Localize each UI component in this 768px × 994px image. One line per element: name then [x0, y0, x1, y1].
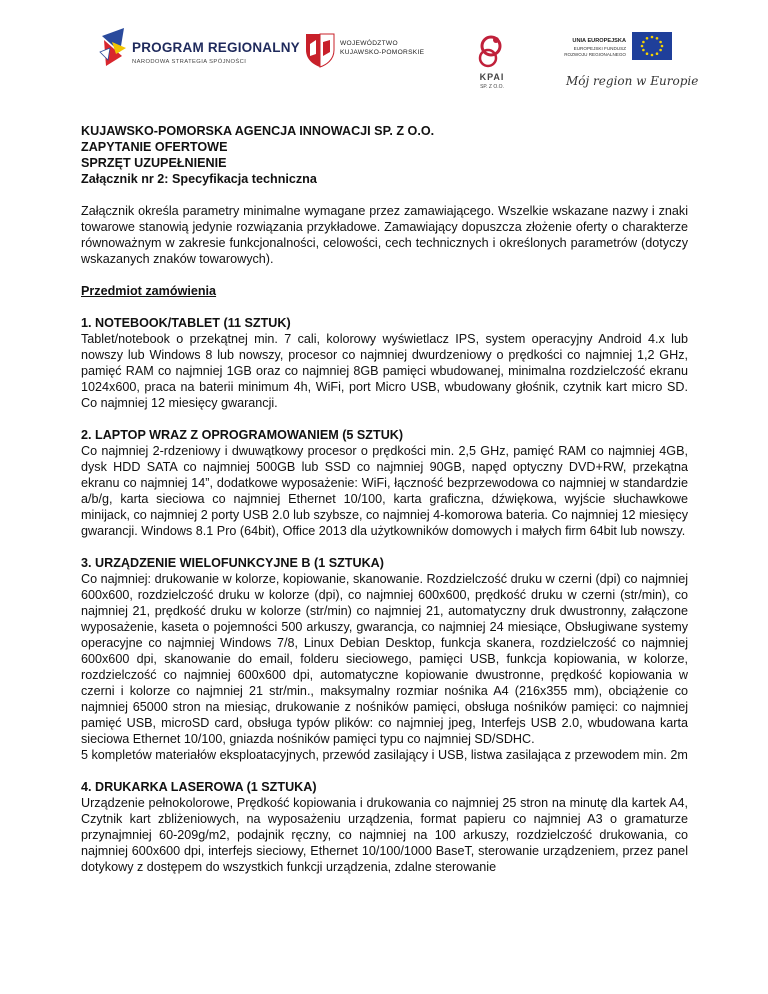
- voivodeship-line1: WOJEWÓDZTWO: [340, 40, 398, 47]
- item-4-text: Urządzenie pełnokolorowe, Prędkość kopiowania i drukowania co najmniej 25 stron na minutę dla kartek A4, Czytnik kart zbliżeniowych, na wyposażeniu urządzenia, format papieru co najmniej A3 o gramaturze przynajmniej 60-209g/m2, podajnik ręczny, co najmniej na 100 arkuszy, rozdzielczość drukowania, co najmniej 600x600 dpi, interfejs sieciowy, Ethernet 10/100/1000 BaseT, sterowanie urządzeniem, przez panel dotykowy z dostępem do wszystkich funkcji urządzenia, zdalne sterowanie: [81, 796, 688, 874]
- voivodeship-logo: [304, 32, 444, 72]
- kpai-logo: [466, 32, 516, 94]
- kpai-name: KPAI: [479, 72, 505, 82]
- kpai-mark-icon: [474, 32, 508, 72]
- heading-agency: KUJAWSKO-POMORSKA AGENCJA INNOWACJI SP. Z O.O.: [81, 124, 435, 138]
- eu-logo: [560, 30, 699, 100]
- program-regionalny-subtitle: NARODOWA STRATEGIA SPÓJNOŚCI: [132, 59, 247, 65]
- subject-title: Przedmiot zamówienia: [81, 284, 217, 298]
- heading-equipment: SPRZĘT UZUPEŁNIENIE: [81, 156, 227, 170]
- item-3-text: Co najmniej: drukowanie w kolorze, kopiowanie, skanowanie. Rozdzielczość druku w czerni (dpi) co najmniej 600x600, rozdzielczość druku w kolorze (dpi), co najmniej 600x600, prędkość druku w czerni (str/min), co najmniej 21, prędkość druku w kolorze (str/min) co najmniej 21, automatyczny druk dwustronny, załączone wyposażenie, kaseta o pojemności 500 arkuszy, gwarancja, co najmniej 24 miesiące, Obsługiwane systemy operacyjne co najmniej Windows 7/8, Linux Debian Desktop, funkcja skanera, rozdzielczość co najmniej 600x600 dpi, skanowanie do email, folderu sieciowego, pamięci USB, funkcja kopiowania, w kolorze, rozdzielczość co najmniej 600x600 dpi, automatyczne kopiowanie dwustronne, prędkość kopiowania w czerni i kolorze co najmniej 21 str/min., maksymalny rozmiar nośnika A4 (216x355 mm), obciążenie co najmniej 65000 stron na miesiąc, drukowanie z nośników pamięci, obsługa nośników pamięci: co najmniej pamięć USB, microSD card, obsługa typów plików: co najmniej jpeg, Interfejs USB 2.0, wbudowana karta sieciowa Ethernet 10/100, gniazda nośników pamięci typu co najmniej SD/SDHC.: [81, 572, 688, 746]
- eu-slogan: Mój region w Europie: [566, 74, 699, 88]
- item-1-text: Tablet/notebook o przekątnej min. 7 cali, kolorowy wyświetlacz IPS, system operacyjny Android 4.x lub nowszy lub Windows 8 lub nowszy, procesor co najmniej dwurdzeniowy o prędkości co najmniej 1,2 GHz, pamięć RAM co najmniej 1GB oraz co najmniej 8GB pamięci wbudowanej, minimalna rozdzielczość ekranu 1024x600, praca na baterii minimum 4h, WiFi, port Micro USB, wbudowany głośnik, czytnik kart micro SD. Co najmniej 12 miesięcy gwarancji.: [81, 332, 688, 410]
- heading-attachment: Załącznik nr 2: Specyfikacja techniczna: [81, 172, 317, 186]
- item-2-text: Co najmniej 2-rdzeniowy i dwuwątkowy procesor o prędkości min. 2,5 GHz, pamięć RAM co najmniej 4GB, dysk HDD SATA co najmniej 500GB lub SSD co najmniej 90GB, napęd optyczny DVD+RW, przekątna ekranu co najmniej 14”, dodatkowe wyposażenie: WiFi, łączność bezprzewodowa co najmniej w standardzie a/b/g, karta sieciowa co najmniej Ethernet 10/100, karta graficzna, dźwiękowa, wyjście słuchawkowe minijack, co najmniej 2 porty USB 2.0 lub szybsze, co najmniej 4-komorowa bateria. Co najmniej 12 miesięcy gwarancji. Windows 8.1 Pro (64bit), Office 2013 dla użytkowników domowych i małych firm 64bit lub nowszy.: [81, 444, 688, 538]
- eu-line2: EUROPEJSKI FUNDUSZ: [573, 46, 626, 51]
- program-regionalny-title: PROGRAM REGIONALNY: [132, 40, 300, 55]
- kpai-sub: SP. Z O.O.: [480, 84, 504, 90]
- item-2-title: 2. LAPTOP WRAZ Z OPROGRAMOWANIEM (5 SZTUK): [81, 428, 404, 442]
- document-content: [81, 123, 688, 875]
- program-regionalny-mark-icon: [98, 26, 130, 70]
- intro-paragraph: Załącznik określa parametry minimalne wymagane przez zamawiającego. Wszelkie wskazane nazwy i znaki towarowe stanowią jedynie rozwiązania przykładowe. Zamawiający dopuszcza złożenie oferty o charakterze równoważnym w zakresie funkcjonalności, celowości, cech technicznych i określonych parametrów (dotyczy wskazanych znaków towarowych).: [81, 204, 688, 266]
- document-heading: [81, 123, 688, 187]
- eu-line3: ROZWOJU REGIONALNEGO: [564, 52, 626, 57]
- item-1-title: 1. NOTEBOOK/TABLET (11 SZTUK): [81, 316, 291, 330]
- header-logos: [0, 0, 768, 100]
- item-4-title: 4. DRUKARKA LASEROWA (1 SZTUKA): [81, 780, 317, 794]
- item-3-title: 3. URZĄDZENIE WIELOFUNKCYJNE B (1 SZTUKA): [81, 556, 384, 570]
- eu-line1: UNIA EUROPEJSKA: [572, 38, 626, 44]
- program-regionalny-logo: [98, 26, 300, 70]
- item-3-extra: 5 kompletów materiałów eksploatacyjnych, przewód zasilający i USB, listwa zasilająca z przewodem min. 2m: [81, 748, 688, 762]
- eu-flag-icon: [632, 32, 672, 60]
- voivodeship-line2: KUJAWSKO-POMORSKIE: [340, 49, 425, 56]
- heading-request: ZAPYTANIE OFERTOWE: [81, 140, 228, 154]
- coat-of-arms-icon: [304, 32, 336, 68]
